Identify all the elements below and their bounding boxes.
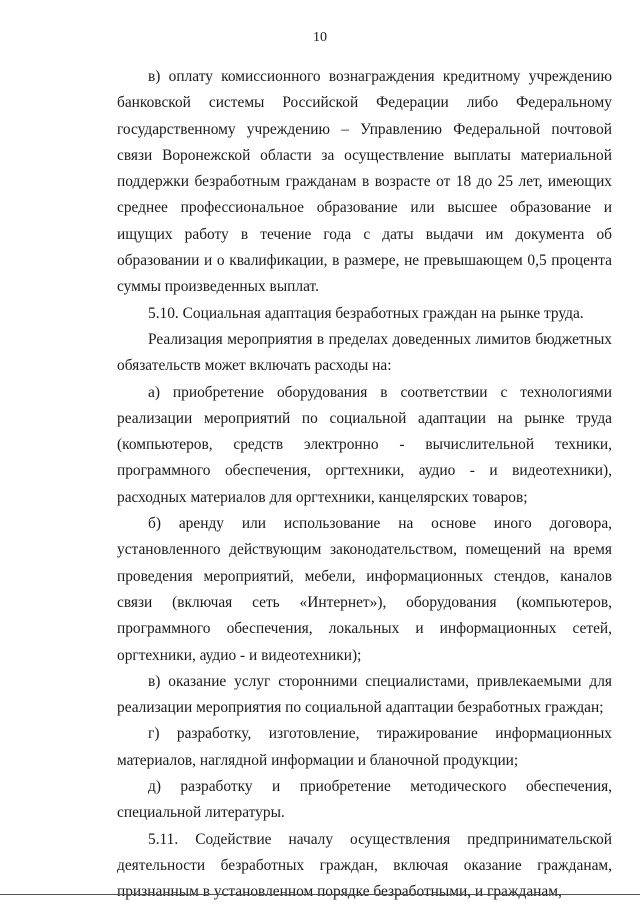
bottom-divider <box>0 894 640 895</box>
paragraph-item-a: а) приобретение оборудования в соответствии с технологиями реализации мероприятий по социальной адаптации на рынке труда (компьютеров, средств электронно - вычислительной техники, программного обеспечения, оргтехники, аудио - и видеотехники), расходных материалов для оргтехники, канцелярских товаров; <box>117 383 612 506</box>
paragraph-section-5-10: 5.10. Социальная адаптация безработных граждан на рынке труда. <box>148 304 584 322</box>
paragraph-section-5-11: 5.11. Содействие началу осуществления предпринимательской деятельности безработных граждан, включая оказание гражданам, признанным в установленном порядке безработными, и гражданам, <box>117 830 612 901</box>
paragraph-item-d: д) разработку и приобретение методического обеспечения, специальной литературы. <box>117 778 612 822</box>
paragraph-payment-commission: в) оплату комиссионного вознаграждения кредитному учреждению банковской системы Российской Федерации либо Федеральному государственному учреждению – Управлению Федеральной почтовой связи Воронежской области за осуществление выплаты материальной поддержки безработным гражданам в возрасте от 18 до 25 лет, имеющих среднее профессиональное образование или высшее образование и ищущих работу в течение года с даты выдачи им документа об образовании и о квалификации, в размере, не превышающем 0,5 процента суммы произведенных выплат. <box>117 68 612 296</box>
paragraph-implementation: Реализация мероприятия в пределах доведенных лимитов бюджетных обязательств может включать расходы на: <box>117 330 612 375</box>
paragraph-item-g: г) разработку, изготовление, тиражирование информационных материалов, наглядной информации и бланочной продукции; <box>117 725 612 769</box>
paragraph-item-b: б) аренду или использование на основе иного договора, установленного действующим законодательством, помещений на время проведения мероприятий, мебели, информационных стендов, каналов связи (включая сеть «Интернет»), оборудования (компьютеров, программного обеспечения, локальных и информационных сетей, оргтехники, аудио - и видеотехники); <box>117 515 612 664</box>
paragraph-item-v: в) оказание услуг сторонними специалистами, привлекаемыми для реализации мероприятия по социальной адаптации безработных граждан; <box>117 672 612 717</box>
document-body <box>117 64 612 906</box>
page-number: 10 <box>313 30 327 45</box>
